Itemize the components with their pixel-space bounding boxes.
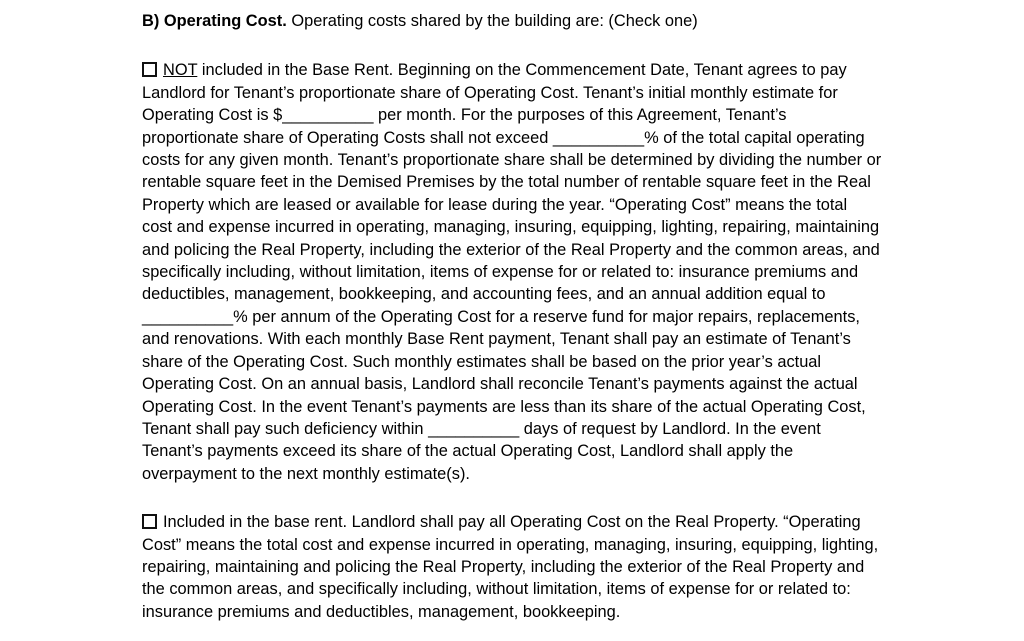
text-line: Operating Cost. In the event Tenant’s payments are less than its share of the actual Operating Cost, bbox=[142, 397, 866, 416]
option-included-first-line-text: Included in the base rent. Landlord shall pay all Operating Cost on the Real Property. “Operating bbox=[163, 513, 861, 532]
text-line: Landlord for Tenant’s proportionate share of Operating Cost. Tenant’s initial monthly estimate for bbox=[142, 83, 838, 102]
text-line: __________% per annum of the Operating Cost for a reserve fund for major repairs, replacements, bbox=[142, 307, 860, 326]
text-line: repairing, maintaining and policing the Real Property, including the exterior of the Real Property and bbox=[142, 557, 865, 576]
not-underlined-word: NOT bbox=[163, 61, 198, 80]
text-line: the common areas, and specifically including, without limitation, items of expense for or related to: bbox=[142, 580, 851, 599]
option-not-included-first-line bbox=[142, 59, 932, 81]
text-line: overpayment to the next monthly estimate(s). bbox=[142, 464, 470, 483]
text-line: Tenant shall pay such deficiency within __________ days of request by Landlord. In the event bbox=[142, 419, 821, 438]
not-included-checkbox[interactable] bbox=[142, 62, 157, 77]
option-included-first-line bbox=[142, 511, 932, 533]
text-line: Operating Cost. On an annual basis, Landlord shall reconcile Tenant’s payments against the actual bbox=[142, 375, 858, 394]
text-line: share of the Operating Cost. Such monthly estimates shall be based on the prior year’s actual bbox=[142, 352, 822, 371]
text-line: and policing the Real Property, including the exterior of the Real Property and the common areas, and bbox=[142, 240, 880, 259]
text-line: Property which are leased or available for lease during the year. “Operating Cost” means the total bbox=[142, 195, 848, 214]
text-line: rentable square feet in the Demised Premises by the total number of rentable square feet in the Real bbox=[142, 173, 871, 192]
text-line: proportionate share of Operating Costs shall not exceed __________% of the total capital operating bbox=[142, 128, 865, 147]
option-not-included bbox=[142, 59, 932, 485]
text-line: costs for any given month. Tenant’s proportionate share shall be determined by dividing the number or bbox=[142, 151, 882, 170]
included-checkbox[interactable] bbox=[142, 514, 157, 529]
option-included bbox=[142, 511, 932, 623]
section-label: B) Operating Cost. bbox=[142, 12, 287, 30]
option-not-included-first-line-text: included in the Base Rent. Beginning on the Commencement Date, Tenant agrees to pay bbox=[197, 61, 847, 80]
text-line: Tenant’s payments exceed its share of the actual Operating Cost, Landlord shall apply the bbox=[142, 442, 794, 461]
text-line: specifically including, without limitation, items of expense for or related to: insurance premiums and bbox=[142, 263, 859, 282]
text-line: Operating Cost is $__________ per month. For the purposes of this Agreement, Tenant’s bbox=[142, 106, 787, 125]
document-page bbox=[142, 10, 932, 623]
text-line: cost and expense incurred in operating, managing, insuring, equipping, lighting, repairing, maintaining bbox=[142, 218, 880, 237]
section-heading bbox=[142, 10, 932, 32]
text-line: and renovations. With each monthly Base Rent payment, Tenant shall pay an estimate of Tenant’s bbox=[142, 330, 851, 349]
text-line: insurance premiums and deductibles, management, bookkeeping. bbox=[142, 602, 621, 621]
text-line: Cost” means the total cost and expense incurred in operating, managing, insuring, equipping, lighting, bbox=[142, 535, 879, 554]
section-intro: Operating costs shared by the building are: (Check one) bbox=[286, 12, 698, 30]
text-line: deductibles, management, bookkeeping, and accounting fees, and an annual addition equal to bbox=[142, 285, 826, 304]
